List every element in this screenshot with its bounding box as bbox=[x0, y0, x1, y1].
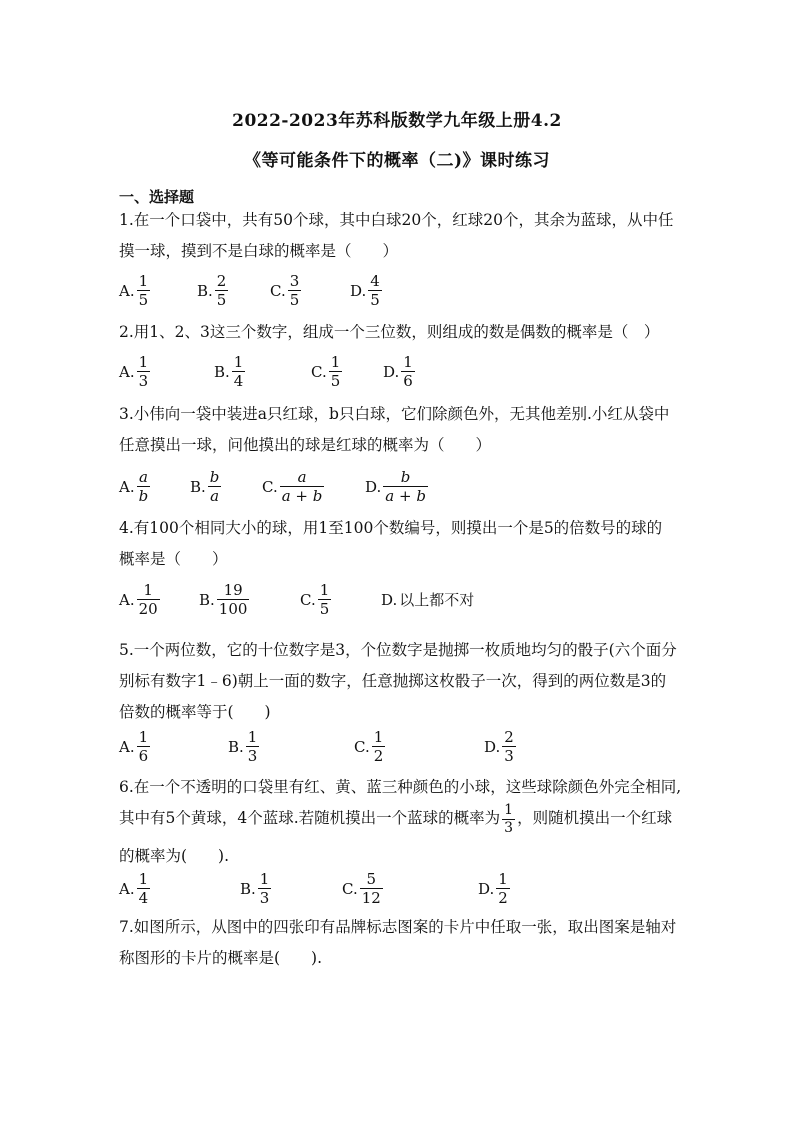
option-label: A. bbox=[119, 737, 135, 756]
fraction-numerator: 1 bbox=[247, 728, 258, 746]
q2-option-c bbox=[311, 353, 342, 390]
fraction-denominator: 100 bbox=[218, 600, 248, 618]
fraction-denominator: a + b bbox=[281, 487, 323, 505]
fraction-numerator: 2 bbox=[504, 728, 514, 746]
fraction-numerator: b bbox=[400, 468, 411, 486]
q5-option-d bbox=[484, 728, 516, 765]
q6-option-b bbox=[240, 870, 271, 907]
q6-text-before: 其中有5个黄球，4个蓝球.若随机摸出一个蓝球的概率为 bbox=[119, 809, 501, 827]
q4-option-a bbox=[119, 581, 160, 618]
fraction-numerator: a bbox=[138, 468, 148, 486]
option-label: D. bbox=[365, 477, 382, 496]
option-fraction bbox=[137, 468, 151, 505]
q4-text-line-2: 概率是（ ） bbox=[119, 550, 228, 568]
fraction-numerator: 19 bbox=[223, 581, 243, 599]
fraction-denominator: 3 bbox=[138, 372, 149, 390]
fraction-denominator: 4 bbox=[233, 372, 244, 390]
q5-text-line-2: 别标有数字1﹣6)朝上一面的数字，任意抛掷这枚骰子一次，得到的两位数是3的 bbox=[119, 672, 667, 690]
option-label: A. bbox=[119, 590, 135, 609]
option-label: B. bbox=[197, 281, 213, 300]
q7-text-line-2: 称图形的卡片的概率是( ). bbox=[119, 949, 323, 967]
option-fraction bbox=[280, 468, 325, 505]
q4-text-line-1: 4.有100个相同大小的球，用1至100个数编号，则摸出一个是5的倍数号的球的 bbox=[119, 519, 663, 537]
option-label: A. bbox=[119, 281, 135, 300]
option-label: B. bbox=[240, 879, 256, 898]
q3-text-line-1: 3.小伟向一袋中装进a只红球，b只白球，它们除颜色外，无其他差别.小红从袋中 bbox=[119, 405, 670, 423]
q6-text-line-1: 6.在一个不透明的口袋里有红、黄、蓝三种颜色的小球，这些球除颜色外完全相同, bbox=[119, 778, 682, 796]
option-label: C. bbox=[342, 879, 358, 898]
fraction-denominator: 5 bbox=[289, 291, 300, 309]
option-label: B. bbox=[190, 477, 206, 496]
section-heading: 一、选择题 bbox=[119, 188, 195, 206]
option-fraction bbox=[217, 581, 250, 618]
option-label: C. bbox=[354, 737, 370, 756]
fraction-denominator: 5 bbox=[319, 600, 330, 618]
fraction-numerator: 3 bbox=[289, 272, 300, 290]
option-fraction bbox=[329, 353, 343, 390]
fraction-numerator: 1 bbox=[138, 870, 149, 888]
fraction-denominator: 5 bbox=[370, 291, 380, 309]
fraction-numerator: 1 bbox=[233, 353, 244, 371]
option-fraction bbox=[232, 353, 246, 390]
q6-inline-fraction bbox=[502, 802, 515, 837]
option-fraction bbox=[137, 728, 151, 765]
option-fraction bbox=[137, 581, 160, 618]
fraction-denominator: 3 bbox=[504, 819, 514, 836]
q1-option-b bbox=[197, 272, 228, 309]
fraction-numerator: 1 bbox=[138, 353, 149, 371]
fraction-denominator: 6 bbox=[403, 372, 413, 390]
option-label: C. bbox=[262, 477, 278, 496]
fraction-denominator: 5 bbox=[138, 291, 149, 309]
q2-option-a bbox=[119, 353, 150, 390]
q1-option-d bbox=[350, 272, 382, 309]
option-label: D. bbox=[350, 281, 367, 300]
fraction-numerator: 1 bbox=[138, 728, 149, 746]
fraction-denominator: 3 bbox=[247, 747, 258, 765]
option-label: D. bbox=[478, 879, 495, 898]
fraction-numerator: 1 bbox=[498, 870, 508, 888]
option-fraction bbox=[246, 728, 260, 765]
fraction-denominator: 3 bbox=[259, 889, 270, 907]
fraction-numerator: 4 bbox=[370, 272, 380, 290]
q6-option-a bbox=[119, 870, 150, 907]
option-label: D. bbox=[381, 590, 398, 609]
option-fraction bbox=[360, 870, 383, 907]
q5-option-c bbox=[354, 728, 385, 765]
fraction-denominator: 3 bbox=[504, 747, 514, 765]
fraction-denominator: 2 bbox=[498, 889, 508, 907]
q6-text-line-3: 的概率为( ). bbox=[119, 847, 230, 865]
option-label: A. bbox=[119, 362, 135, 381]
fraction-numerator: 1 bbox=[403, 353, 413, 371]
option-fraction bbox=[368, 272, 382, 309]
fraction-denominator: 12 bbox=[361, 889, 381, 907]
fraction-denominator: 2 bbox=[373, 747, 384, 765]
fraction-numerator: 1 bbox=[259, 870, 270, 888]
q6-text-line-2 bbox=[119, 800, 672, 837]
q7-text-line-1: 7.如图所示，从图中的四张印有品牌标志图案的卡片中任取一张，取出图案是轴对 bbox=[119, 918, 677, 936]
option-label: B. bbox=[214, 362, 230, 381]
fraction-numerator: 1 bbox=[373, 728, 384, 746]
q1-option-a bbox=[119, 272, 150, 309]
option-label: D. bbox=[383, 362, 400, 381]
option-label: C. bbox=[300, 590, 316, 609]
q6-option-c bbox=[342, 870, 383, 907]
option-fraction bbox=[215, 272, 229, 309]
fraction-denominator: 6 bbox=[138, 747, 149, 765]
q2-option-d bbox=[383, 353, 415, 390]
q5-option-a bbox=[119, 728, 150, 765]
option-fraction bbox=[496, 870, 510, 907]
q3-option-b bbox=[190, 468, 221, 505]
q3-option-d bbox=[365, 468, 428, 505]
fraction-numerator: 1 bbox=[143, 581, 153, 599]
fraction-denominator: 5 bbox=[216, 291, 227, 309]
q5-option-b bbox=[228, 728, 259, 765]
option-fraction bbox=[502, 728, 516, 765]
fraction-denominator: a + b bbox=[385, 487, 426, 505]
fraction-numerator: 2 bbox=[216, 272, 227, 290]
option-text: 以上都不对 bbox=[399, 591, 475, 609]
fraction-numerator: 1 bbox=[138, 272, 149, 290]
q3-text-line-2: 任意摸出一球，问他摸出的球是红球的概率为（ ） bbox=[119, 436, 492, 454]
q1-option-c bbox=[270, 272, 301, 309]
option-label: A. bbox=[119, 879, 135, 898]
option-label: C. bbox=[311, 362, 327, 381]
option-fraction bbox=[137, 353, 151, 390]
q2-text-line-1: 2.用1、2、3这三个数字，组成一个三位数，则组成的数是偶数的概率是（ ） bbox=[119, 323, 660, 341]
q4-option-b bbox=[199, 581, 249, 618]
option-label: B. bbox=[199, 590, 215, 609]
option-fraction bbox=[208, 468, 222, 505]
q6-text-after: ，则随机摸出一个红球 bbox=[517, 809, 673, 827]
option-fraction bbox=[318, 581, 332, 618]
option-label: D. bbox=[484, 737, 501, 756]
q3-option-c bbox=[262, 468, 324, 505]
q1-text-line-1: 1.在一个口袋中，共有50个球，其中白球20个，红球20个，其余为蓝球，从中任 bbox=[119, 211, 674, 229]
fraction-denominator: a bbox=[210, 487, 220, 505]
option-label: B. bbox=[228, 737, 244, 756]
q2-option-b bbox=[214, 353, 245, 390]
option-fraction bbox=[383, 468, 428, 505]
option-fraction bbox=[401, 353, 415, 390]
option-fraction bbox=[137, 870, 151, 907]
option-fraction bbox=[258, 870, 272, 907]
option-label: C. bbox=[270, 281, 286, 300]
q4-option-c bbox=[300, 581, 331, 618]
option-label: A. bbox=[119, 477, 135, 496]
fraction-numerator: a bbox=[297, 468, 307, 486]
fraction-numerator: 5 bbox=[366, 870, 377, 888]
option-fraction bbox=[372, 728, 386, 765]
q3-option-a bbox=[119, 468, 150, 505]
option-fraction bbox=[137, 272, 151, 309]
fraction-numerator: b bbox=[209, 468, 220, 486]
q1-text-line-2: 摸一球，摸到不是白球的概率是（ ） bbox=[119, 242, 399, 260]
fraction-numerator: 1 bbox=[330, 353, 341, 371]
fraction-denominator: 5 bbox=[330, 372, 341, 390]
q4-option-d bbox=[381, 589, 474, 610]
option-fraction bbox=[288, 272, 302, 309]
q6-option-d bbox=[478, 870, 510, 907]
fraction-denominator: b bbox=[138, 487, 149, 505]
fraction-denominator: 20 bbox=[138, 600, 158, 618]
fraction-numerator: 1 bbox=[504, 801, 514, 818]
q5-text-line-3: 倍数的概率等于( ) bbox=[119, 703, 271, 721]
title-line-2: 《等可能条件下的概率（二)》课时练习 bbox=[243, 151, 551, 171]
fraction-denominator: 4 bbox=[138, 889, 149, 907]
title-line-1: 2022-2023年苏科版数学九年级上册4.2 bbox=[232, 111, 562, 131]
q5-text-line-1: 5.一个两位数，它的十位数字是3，个位数字是抛掷一枚质地均匀的骰子(六个面分 bbox=[119, 641, 677, 659]
fraction-numerator: 1 bbox=[319, 581, 330, 599]
